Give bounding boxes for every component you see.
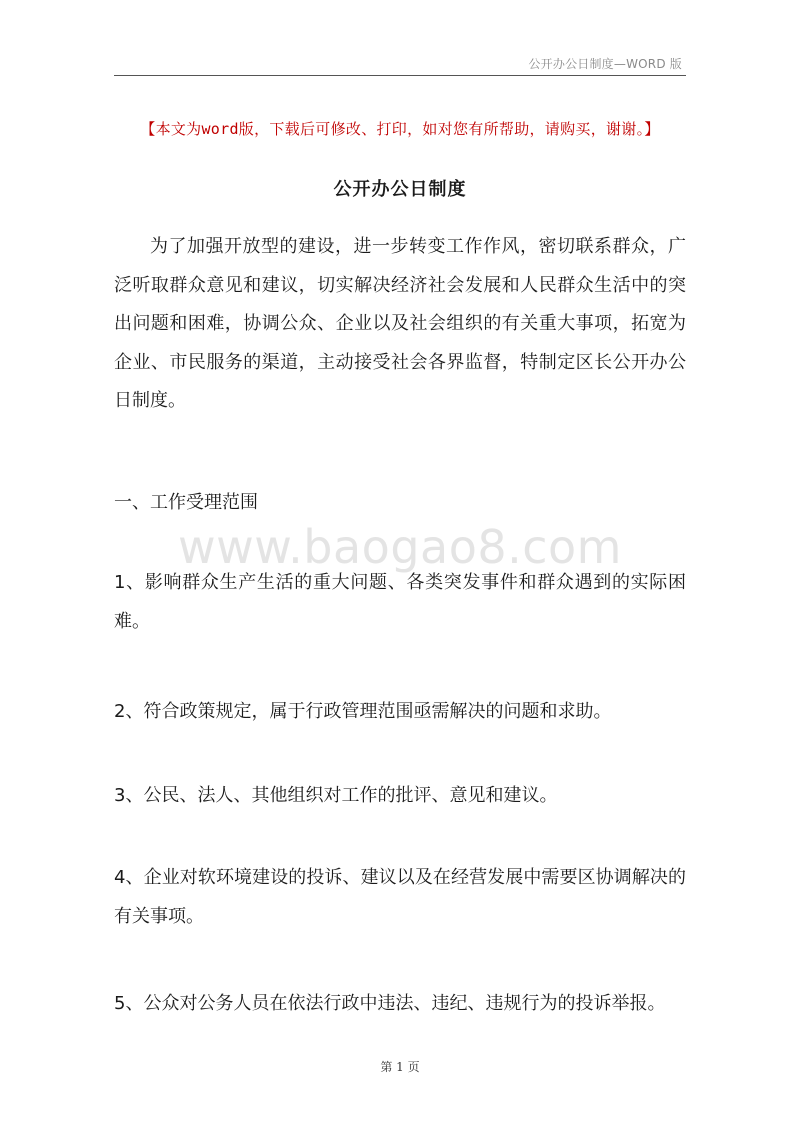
intro-paragraph: 为了加强开放型的建设，进一步转变工作作风，密切联系群众，广泛听取群众意见和建议，切实解决经济社会发展和人民群众生活中的突出问题和困难，协调公众、企业以及社会组织的有关重大事项，拓宽为企业、市民服务的渠道，主动接受社会各界监督，特制定区长公开办公日制度。: [114, 236, 686, 411]
list-item: 1、影响群众生产生活的重大问题、各类突发事件和群众遇到的实际困难。: [114, 572, 686, 632]
running-header: 公开办公日制度—WORD 版: [528, 57, 682, 71]
document-title: 公开办公日制度: [333, 179, 467, 200]
watermark: www.baogao8.com: [178, 520, 622, 574]
section-heading: 一、工作受理范围: [114, 492, 258, 513]
page-number: 第 1 页: [380, 1060, 420, 1074]
list-item: 2、符合政策规定，属于行政管理范围亟需解决的问题和求助。: [114, 701, 612, 722]
list-item: 3、公民、法人、其他组织对工作的批评、意见和建议。: [114, 785, 558, 806]
header-divider: [114, 75, 686, 76]
list-item: 5、公众对公务人员在依法行政中违法、违纪、违规行为的投诉举报。: [114, 993, 666, 1014]
purchase-notice: 【本文为word版，下载后可修改、打印，如对您有所帮助，请购买，谢谢。】: [140, 120, 660, 138]
list-item: 4、企业对软环境建设的投诉、建议以及在经营发展中需要区协调解决的有关事项。: [114, 867, 686, 927]
